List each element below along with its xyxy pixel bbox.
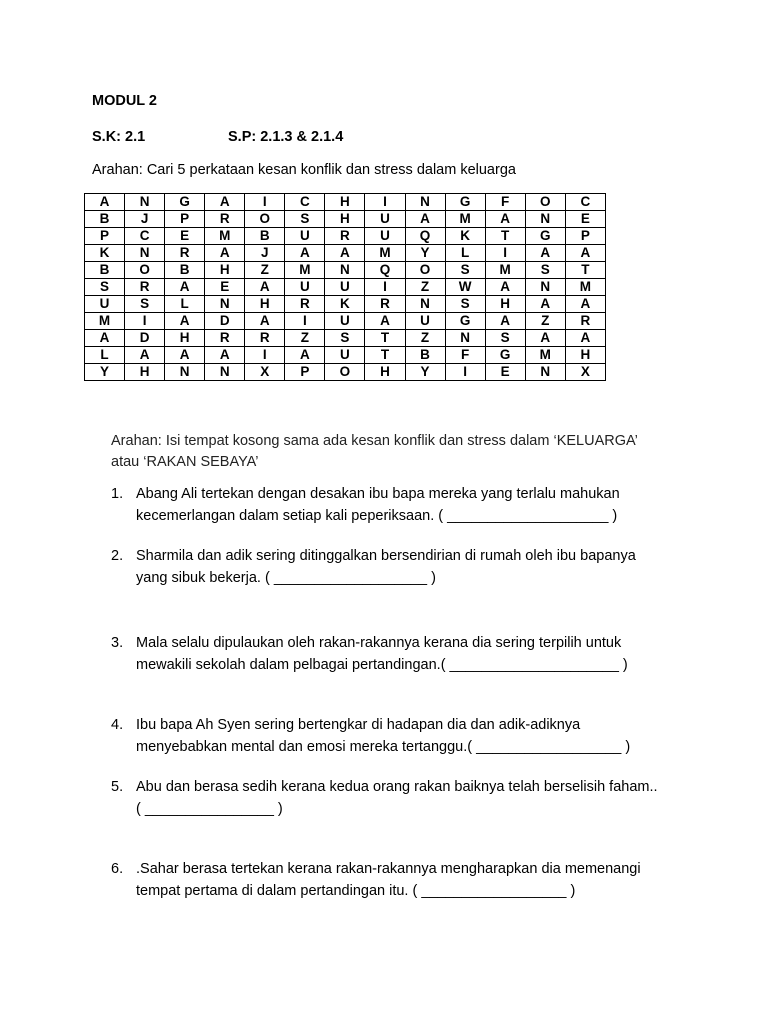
grid-cell[interactable]: O <box>525 194 565 211</box>
grid-cell[interactable]: E <box>165 228 205 245</box>
grid-cell[interactable]: I <box>485 245 525 262</box>
grid-cell[interactable]: O <box>125 262 165 279</box>
question-number: 3. <box>111 635 124 651</box>
grid-cell[interactable]: A <box>205 245 245 262</box>
grid-cell[interactable]: A <box>485 313 525 330</box>
grid-cell[interactable]: A <box>485 279 525 296</box>
grid-cell[interactable]: Y <box>405 364 445 381</box>
grid-cell[interactable]: M <box>565 279 605 296</box>
grid-cell[interactable]: H <box>245 296 285 313</box>
grid-cell[interactable]: A <box>565 296 605 313</box>
grid-cell[interactable]: H <box>325 194 365 211</box>
instruction-line-1: Arahan: Isi tempat kosong sama ada kesan konflik dan stress dalam ‘KELUARGA’ <box>111 433 638 449</box>
question-line-blank[interactable]: ( ________________ ) <box>136 801 283 817</box>
grid-cell[interactable]: Q <box>405 228 445 245</box>
grid-cell[interactable]: A <box>525 330 565 347</box>
grid-cell[interactable]: U <box>325 347 365 364</box>
grid-cell[interactable]: U <box>285 228 325 245</box>
grid-cell[interactable]: X <box>245 364 285 381</box>
grid-cell[interactable]: J <box>245 245 285 262</box>
question-line-blank[interactable]: menyebabkan mental dan emosi mereka tertanggu.( __________________ ) <box>136 739 631 755</box>
grid-cell[interactable]: R <box>285 296 325 313</box>
grid-cell[interactable]: M <box>485 262 525 279</box>
grid-row <box>85 245 606 262</box>
grid-cell[interactable]: S <box>125 296 165 313</box>
grid-cell[interactable]: N <box>445 330 485 347</box>
grid-cell[interactable]: U <box>85 296 125 313</box>
grid-cell[interactable]: A <box>165 279 205 296</box>
grid-cell[interactable]: Z <box>405 330 445 347</box>
grid-cell[interactable]: A <box>565 330 605 347</box>
question-number: 2. <box>111 548 124 564</box>
grid-cell[interactable]: A <box>165 313 205 330</box>
grid-cell[interactable]: P <box>565 228 605 245</box>
grid-cell[interactable]: O <box>245 211 285 228</box>
grid-cell[interactable]: U <box>285 279 325 296</box>
grid-cell[interactable]: U <box>405 313 445 330</box>
grid-cell[interactable]: U <box>325 279 365 296</box>
grid-cell[interactable]: H <box>125 364 165 381</box>
grid-cell[interactable]: N <box>525 279 565 296</box>
grid-cell[interactable]: A <box>285 245 325 262</box>
question-line: Ibu bapa Ah Syen sering bertengkar di hadapan dia dan adik-adiknya <box>136 717 581 733</box>
grid-cell[interactable]: Z <box>285 330 325 347</box>
grid-cell[interactable]: R <box>365 296 405 313</box>
question-line-blank[interactable]: kecemerlangan dalam setiap kali peperiksaan. ( ____________________ ) <box>136 508 618 524</box>
grid-cell[interactable]: N <box>525 364 565 381</box>
grid-cell[interactable]: R <box>245 330 285 347</box>
grid-cell[interactable]: X <box>565 364 605 381</box>
grid-cell[interactable]: I <box>125 313 165 330</box>
grid-cell[interactable]: A <box>485 211 525 228</box>
grid-cell[interactable]: N <box>125 194 165 211</box>
grid-cell[interactable]: A <box>245 313 285 330</box>
grid-cell[interactable]: A <box>165 347 205 364</box>
grid-row <box>85 228 606 245</box>
grid-cell[interactable]: A <box>405 211 445 228</box>
grid-row <box>85 262 606 279</box>
grid-cell[interactable]: A <box>525 296 565 313</box>
grid-cell[interactable]: R <box>325 228 365 245</box>
grid-cell[interactable]: R <box>205 211 245 228</box>
question-text <box>136 545 636 589</box>
question-line: Mala selalu dipulaukan oleh rakan-rakannya kerana dia sering terpilih untuk <box>136 635 622 651</box>
grid-cell[interactable]: I <box>245 194 285 211</box>
grid-row <box>85 347 606 364</box>
grid-cell[interactable]: S <box>285 211 325 228</box>
grid-cell[interactable]: S <box>485 330 525 347</box>
grid-cell[interactable]: G <box>445 194 485 211</box>
grid-cell[interactable]: C <box>125 228 165 245</box>
grid-cell[interactable]: S <box>85 279 125 296</box>
grid-cell[interactable]: N <box>525 211 565 228</box>
question-text <box>136 714 630 758</box>
grid-cell[interactable]: U <box>325 313 365 330</box>
grid-cell[interactable]: I <box>245 347 285 364</box>
instruction-word-search: Arahan: Cari 5 perkataan kesan konflik dan stress dalam keluarga <box>92 162 516 178</box>
grid-cell[interactable]: N <box>125 245 165 262</box>
grid-cell[interactable]: P <box>85 228 125 245</box>
grid-cell[interactable]: G <box>485 347 525 364</box>
grid-cell[interactable]: R <box>125 279 165 296</box>
grid-row <box>85 313 606 330</box>
grid-cell[interactable]: A <box>205 194 245 211</box>
grid-cell[interactable]: I <box>365 279 405 296</box>
grid-cell[interactable]: E <box>205 279 245 296</box>
grid-cell[interactable]: O <box>405 262 445 279</box>
grid-cell[interactable]: B <box>85 262 125 279</box>
grid-cell[interactable]: M <box>85 313 125 330</box>
grid-cell[interactable]: Q <box>365 262 405 279</box>
grid-cell[interactable]: A <box>85 330 125 347</box>
grid-cell[interactable]: M <box>365 245 405 262</box>
grid-cell[interactable]: H <box>565 347 605 364</box>
grid-cell[interactable]: N <box>205 296 245 313</box>
grid-cell[interactable]: D <box>125 330 165 347</box>
grid-cell[interactable]: N <box>405 194 445 211</box>
question-text <box>136 858 641 902</box>
grid-cell[interactable]: J <box>125 211 165 228</box>
grid-cell[interactable]: D <box>205 313 245 330</box>
instruction-fill-blank <box>111 431 671 473</box>
grid-cell[interactable]: G <box>165 194 205 211</box>
grid-cell[interactable]: P <box>285 364 325 381</box>
grid-cell[interactable]: K <box>85 245 125 262</box>
question-line: Abu dan berasa sedih kerana kedua orang rakan baiknya telah berselisih faham.. <box>136 779 658 795</box>
grid-cell[interactable]: T <box>485 228 525 245</box>
grid-cell[interactable]: B <box>405 347 445 364</box>
grid-cell[interactable]: L <box>165 296 205 313</box>
standard-pembelajaran: S.P: 2.1.3 & 2.1.4 <box>228 129 344 145</box>
grid-cell[interactable]: M <box>205 228 245 245</box>
grid-cell[interactable]: L <box>85 347 125 364</box>
grid-cell[interactable]: H <box>365 364 405 381</box>
grid-cell[interactable]: N <box>165 364 205 381</box>
question-number: 4. <box>111 717 124 733</box>
grid-cell[interactable]: S <box>325 330 365 347</box>
grid-row <box>85 279 606 296</box>
grid-cell[interactable]: I <box>445 364 485 381</box>
question-text <box>136 776 658 820</box>
grid-cell[interactable]: A <box>325 245 365 262</box>
question-number: 5. <box>111 779 124 795</box>
grid-cell[interactable]: H <box>205 262 245 279</box>
grid-cell[interactable]: O <box>325 364 365 381</box>
grid-cell[interactable]: N <box>325 262 365 279</box>
grid-cell[interactable]: N <box>405 296 445 313</box>
grid-cell[interactable]: K <box>445 228 485 245</box>
grid-cell[interactable]: R <box>165 245 205 262</box>
grid-cell[interactable]: C <box>285 194 325 211</box>
grid-row <box>85 194 606 211</box>
grid-cell[interactable]: B <box>85 211 125 228</box>
grid-cell[interactable]: Z <box>245 262 285 279</box>
grid-cell[interactable]: H <box>325 211 365 228</box>
grid-cell[interactable]: S <box>445 262 485 279</box>
grid-cell[interactable]: A <box>285 347 325 364</box>
question-line-blank[interactable]: tempat pertama di dalam pertandingan itu. ( __________________ ) <box>136 883 576 899</box>
grid-cell[interactable]: B <box>245 228 285 245</box>
grid-row <box>85 330 606 347</box>
grid-cell[interactable]: K <box>325 296 365 313</box>
grid-cell[interactable]: W <box>445 279 485 296</box>
grid-cell[interactable]: R <box>565 313 605 330</box>
grid-cell[interactable]: Z <box>405 279 445 296</box>
grid-cell[interactable]: I <box>365 194 405 211</box>
grid-cell[interactable]: U <box>365 211 405 228</box>
standard-kandungan: S.K: 2.1 <box>92 129 146 145</box>
grid-cell[interactable]: F <box>485 194 525 211</box>
question-number: 6. <box>111 861 124 877</box>
grid-cell[interactable]: Y <box>85 364 125 381</box>
grid-cell[interactable]: Y <box>405 245 445 262</box>
grid-cell[interactable]: Z <box>525 313 565 330</box>
question-text <box>136 483 620 527</box>
grid-cell[interactable]: H <box>485 296 525 313</box>
grid-cell[interactable]: F <box>445 347 485 364</box>
grid-row <box>85 364 606 381</box>
grid-cell[interactable]: T <box>365 347 405 364</box>
grid-cell[interactable]: C <box>565 194 605 211</box>
grid-cell[interactable]: G <box>445 313 485 330</box>
grid-cell[interactable]: A <box>125 347 165 364</box>
grid-cell[interactable]: E <box>565 211 605 228</box>
grid-cell[interactable]: S <box>445 296 485 313</box>
grid-cell[interactable]: R <box>205 330 245 347</box>
question-line: .Sahar berasa tertekan kerana rakan-rakannya mengharapkan dia memenangi <box>136 861 641 877</box>
grid-cell[interactable]: N <box>205 364 245 381</box>
question-line-blank[interactable]: mewakili sekolah dalam pelbagai pertandingan.( _____________________ ) <box>136 657 628 673</box>
grid-cell[interactable]: M <box>285 262 325 279</box>
question-number: 1. <box>111 486 124 502</box>
grid-cell[interactable]: L <box>445 245 485 262</box>
grid-cell[interactable]: A <box>565 245 605 262</box>
grid-cell[interactable]: A <box>365 313 405 330</box>
question-line-blank[interactable]: yang sibuk bekerja. ( ___________________ ) <box>136 570 436 586</box>
grid-cell[interactable]: M <box>445 211 485 228</box>
grid-cell[interactable]: U <box>365 228 405 245</box>
grid-cell[interactable]: A <box>205 347 245 364</box>
question-line: Sharmila dan adik sering ditinggalkan bersendirian di rumah oleh ibu bapanya <box>136 548 636 564</box>
module-title: MODUL 2 <box>92 93 157 109</box>
grid-cell[interactable]: M <box>525 347 565 364</box>
grid-cell[interactable]: A <box>245 279 285 296</box>
grid-cell[interactable]: T <box>365 330 405 347</box>
grid-cell[interactable]: B <box>165 262 205 279</box>
grid-cell[interactable]: G <box>525 228 565 245</box>
question-text <box>136 632 628 676</box>
grid-cell[interactable]: T <box>565 262 605 279</box>
question-line: Abang Ali tertekan dengan desakan ibu bapa mereka yang terlalu mahukan <box>136 486 620 502</box>
grid-cell[interactable]: H <box>165 330 205 347</box>
grid-cell[interactable]: S <box>525 262 565 279</box>
word-search-grid <box>84 193 606 381</box>
instruction-line-2: atau ‘RAKAN SEBAYA’ <box>111 454 259 470</box>
grid-row <box>85 296 606 313</box>
grid-cell[interactable]: I <box>285 313 325 330</box>
grid-cell[interactable]: P <box>165 211 205 228</box>
grid-cell[interactable]: E <box>485 364 525 381</box>
grid-cell[interactable]: A <box>85 194 125 211</box>
grid-row <box>85 211 606 228</box>
grid-cell[interactable]: A <box>525 245 565 262</box>
